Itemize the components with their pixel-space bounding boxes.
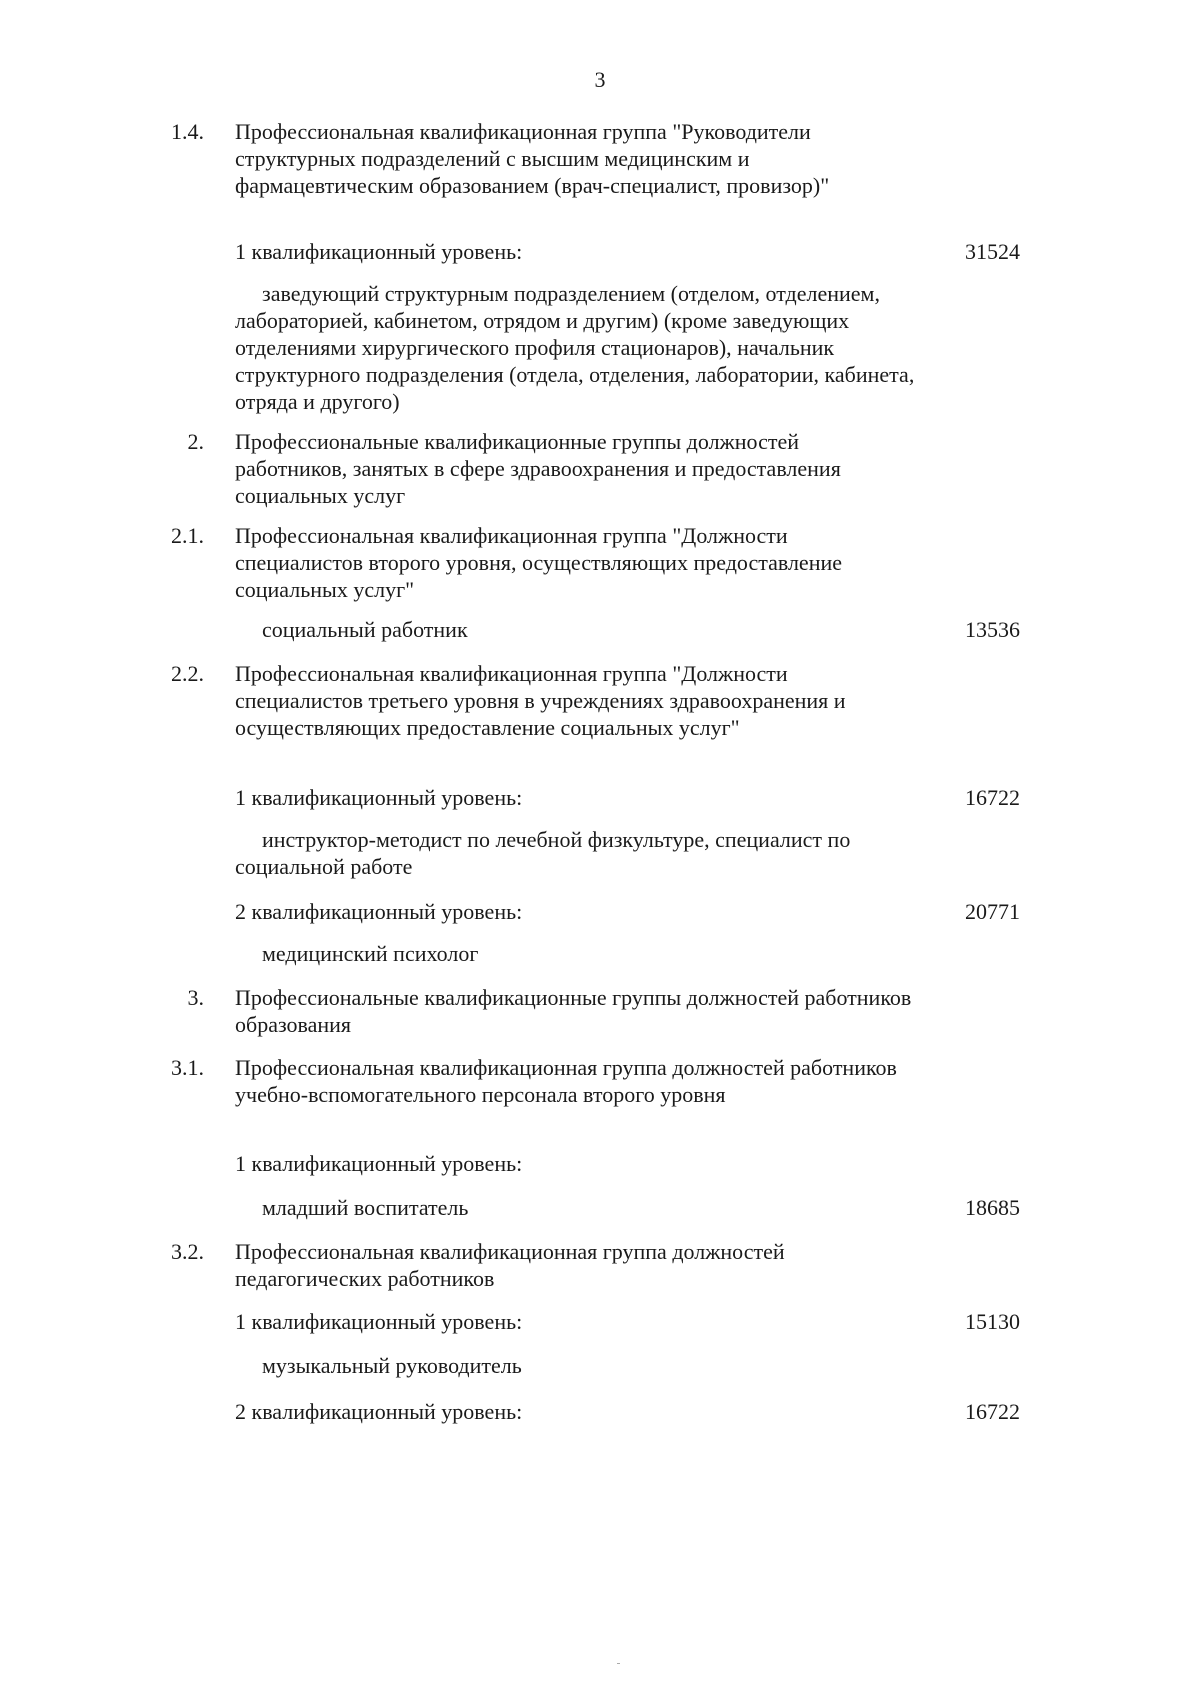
level-label: 1 квалификационный уровень: [235, 785, 523, 810]
salary-amount: 31524 [965, 239, 1020, 264]
scan-speck [617, 1663, 620, 1664]
page-number: 3 [594, 67, 606, 92]
salary-amount: 16722 [965, 785, 1020, 810]
section-number: 3.2. [171, 1239, 204, 1264]
section-title: Профессиональные квалификационные группы должностей работников образования [235, 985, 912, 1037]
section-number: 2. [187, 429, 204, 454]
positions-list: инструктор-методист по лечебной физкультуре, специалист по социальной работе [235, 827, 851, 879]
positions-list: медицинский психолог [262, 941, 479, 966]
salary-amount: 20771 [965, 899, 1020, 924]
section-number: 2.2. [171, 661, 204, 686]
section-title: Профессиональные квалификационные группы должностей работников, занятых в сфере здравоохранения и предоставления социальных услуг [235, 429, 841, 508]
positions-list: музыкальный руководитель [262, 1353, 522, 1378]
level-label: 2 квалификационный уровень: [235, 899, 523, 924]
level-label: 2 квалификационный уровень: [235, 1399, 523, 1424]
section-title: Профессиональная квалификационная группа должностей педагогических работников [235, 1239, 785, 1291]
salary-amount: 13536 [965, 617, 1020, 642]
section-title: Профессиональная квалификационная группа "Руководители структурных подразделений с высшим медицинским и фармацевтическим образованием (врач-специалист, провизор)" [235, 119, 830, 198]
section-number: 3. [187, 985, 204, 1010]
level-label: 1 квалификационный уровень: [235, 1151, 523, 1176]
section-title: Профессиональная квалификационная группа "Должности специалистов второго уровня, осуществляющих предоставление социальных услуг" [235, 523, 843, 602]
section-title: Профессиональная квалификационная группа должностей работников учебно-вспомогательного персонала второго уровня [235, 1055, 897, 1107]
section-title: Профессиональная квалификационная группа "Должности специалистов третьего уровня в учреждениях здравоохранения и осуществляющих предоставление социальных услуг" [235, 661, 846, 740]
section-number: 1.4. [171, 119, 204, 144]
position-name: социальный работник [262, 617, 468, 642]
salary-amount: 16722 [965, 1399, 1020, 1424]
level-label: 1 квалификационный уровень: [235, 239, 523, 264]
section-number: 2.1. [171, 523, 204, 548]
positions-list: заведующий структурным подразделением (отделом, отделением, лабораторией, кабинетом, отрядом и другим) (кроме заведующих отделениями хирургического профиля стационаров), начальник структурного подразделения (отдела, отделения, лаборатории, кабинета, отряда и другого) [235, 281, 915, 414]
section-number: 3.1. [171, 1055, 204, 1080]
level-label: 1 квалификационный уровень: [235, 1309, 523, 1334]
salary-amount: 18685 [965, 1195, 1020, 1220]
salary-amount: 15130 [965, 1309, 1020, 1334]
position-name: младший воспитатель [262, 1195, 469, 1220]
